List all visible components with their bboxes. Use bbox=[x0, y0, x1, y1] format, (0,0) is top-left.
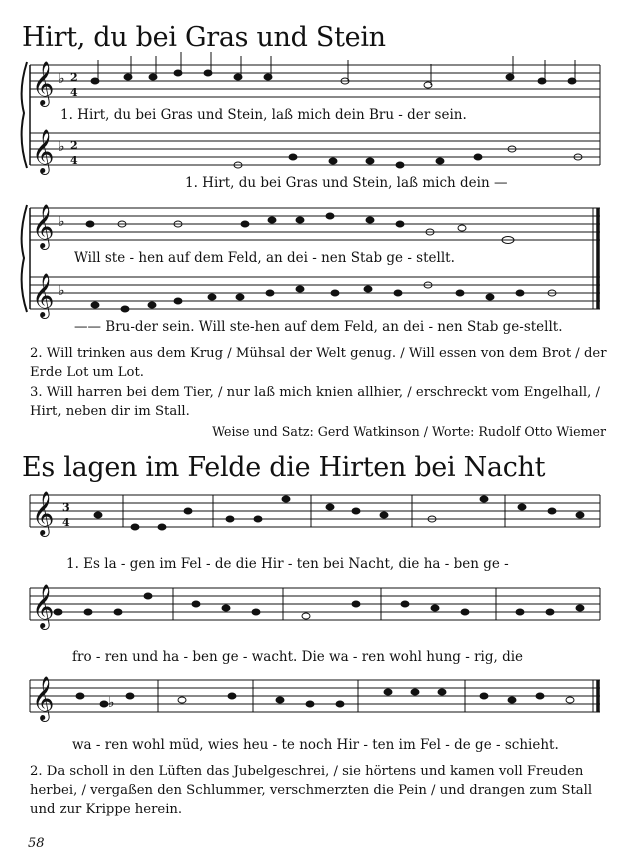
lyric-s2b: —— Bru-der sein. Will ste-hen auf dem Feld, an dei - nen Stab ge-stellt. bbox=[74, 319, 563, 335]
song1-verse-3: 3. Will harren bei dem Tier, / nur laß mich knien allhier, / erschreckt vom Engelhall, / Hirt, neben dir im Stall. bbox=[30, 385, 600, 419]
svg-text:3: 3 bbox=[62, 501, 70, 514]
svg-text:4: 4 bbox=[70, 86, 78, 99]
svg-text:𝄞: 𝄞 bbox=[32, 584, 55, 628]
svg-text:𝄞: 𝄞 bbox=[32, 61, 55, 105]
lyric-s2a: Will ste - hen auf dem Feld, an dei - nen Stab ge - stellt. bbox=[74, 250, 455, 266]
svg-text:𝄞: 𝄞 bbox=[32, 676, 55, 720]
svg-text:♭: ♭ bbox=[58, 71, 65, 87]
staff-s2a bbox=[30, 208, 600, 240]
lyric-s4: fro - ren und ha - ben ge - wacht. Die wa - ren wohl hung - rig, die bbox=[72, 649, 524, 665]
staff-s1a bbox=[30, 65, 600, 97]
svg-text:♭: ♭ bbox=[58, 283, 65, 299]
staff-s4 bbox=[30, 588, 600, 620]
svg-text:𝄞: 𝄞 bbox=[32, 273, 55, 317]
song2-verse-2: 2. Da scholl in den Lüften das Jubelgeschrei, / sie hörtens und kamen voll Freuden herbei, / vergaßen den Schlummer, verschmerzten die Pein / und drangen zum Stall und zur Krippe herein. bbox=[30, 764, 593, 817]
svg-text:4: 4 bbox=[70, 154, 78, 167]
staff-s1b bbox=[30, 133, 600, 165]
svg-text:2: 2 bbox=[70, 139, 78, 152]
lyric-s1b: 1. Hirt, du bei Gras und Stein, laß mich dein — bbox=[185, 175, 508, 191]
svg-text:𝄞: 𝄞 bbox=[32, 129, 55, 173]
svg-text:♭: ♭ bbox=[108, 695, 115, 711]
song1-credit: Weise und Satz: Gerd Watkinson / Worte: Rudolf Otto Wiemer bbox=[212, 424, 606, 439]
lyric-s1a: 1. Hirt, du bei Gras und Stein, laß mich dein Bru - der sein. bbox=[60, 107, 467, 123]
svg-text:♭: ♭ bbox=[58, 214, 65, 230]
svg-text:2: 2 bbox=[70, 71, 78, 84]
staff-s2b bbox=[30, 277, 600, 309]
svg-text:𝄞: 𝄞 bbox=[32, 491, 55, 535]
svg-text:♭: ♭ bbox=[58, 139, 65, 155]
svg-text:4: 4 bbox=[62, 516, 70, 529]
song1-title: Hirt, du bei Gras und Stein bbox=[22, 22, 386, 53]
page-number: 58 bbox=[28, 836, 45, 851]
lyric-s5: wa - ren wohl müd, wies heu - te noch Hir - ten im Fel - de ge - schieht. bbox=[72, 737, 559, 753]
lyric-s3: 1. Es la - gen im Fel - de die Hir - ten bei Nacht, die ha - ben ge - bbox=[66, 556, 509, 572]
song1-verse-2: 2. Will trinken aus dem Krug / Mühsal der Welt genug. / Will essen von dem Brot / der Erde Lot um Lot. bbox=[30, 346, 607, 380]
staff-s5 bbox=[30, 680, 600, 712]
svg-text:𝄞: 𝄞 bbox=[32, 204, 55, 248]
staff-s3 bbox=[30, 495, 600, 527]
song2-title: Es lagen im Felde die Hirten bei Nacht bbox=[22, 452, 546, 483]
